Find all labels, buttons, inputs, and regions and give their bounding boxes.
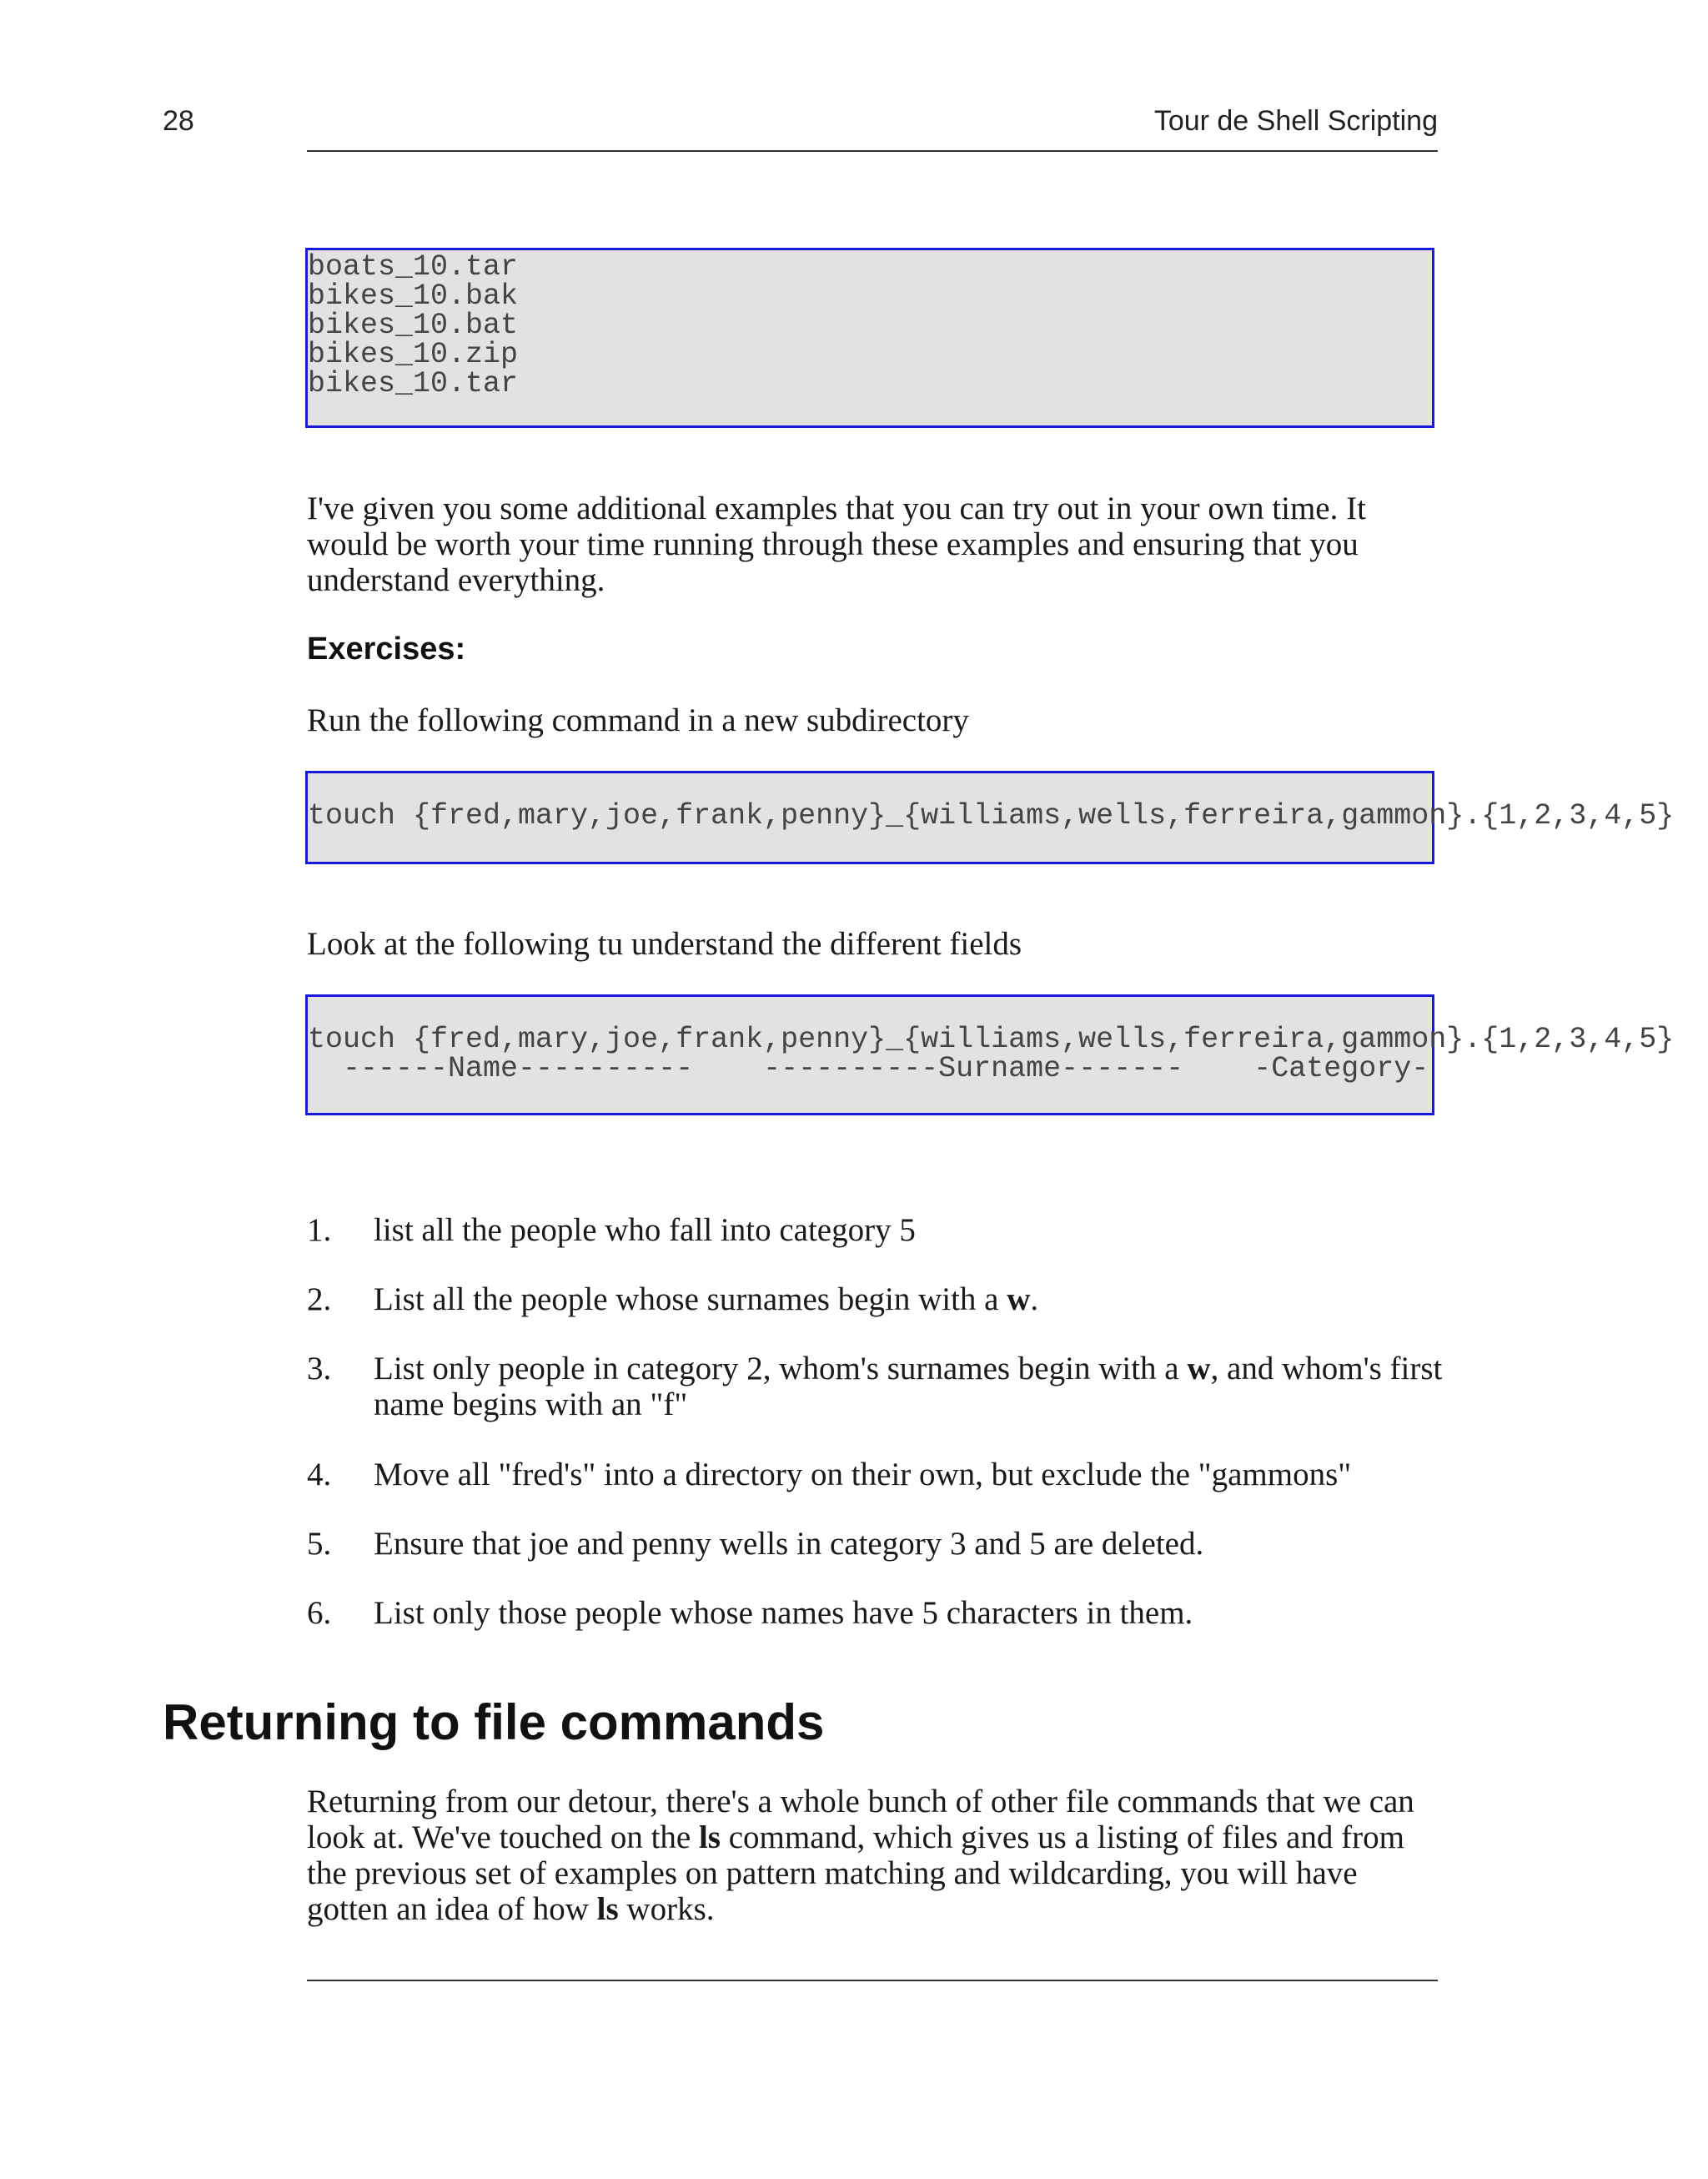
list-number: 6.: [307, 1595, 332, 1631]
bold-text: ls: [698, 1819, 721, 1855]
text-run: List only people in category 2, whom's surnames begin with a: [374, 1351, 1188, 1386]
code-line: ------Name---------- ----------Surname------- -Category-: [308, 1052, 1429, 1085]
code-line: bikes_10.bat: [308, 309, 519, 342]
text-run: .: [1030, 1281, 1039, 1317]
code-block-fields: [305, 994, 1675, 1115]
closing-paragraph: [307, 1784, 1441, 1927]
text-run: List all the people whose surnames begin with a: [374, 1281, 1007, 1317]
code-line: bikes_10.bak: [308, 279, 519, 313]
header-rule: [307, 150, 1438, 152]
list-number: 1.: [307, 1212, 332, 1248]
look-text: Look at the following tu understand the different fields: [307, 926, 1022, 962]
list-number: 2.: [307, 1281, 332, 1317]
list-text: [374, 1281, 1449, 1317]
code-line: bikes_10.tar: [308, 367, 519, 400]
code-line: touch {fred,mary,joe,frank,penny}_{williams,wells,ferreira,gammon}.{1,2,3,4,5}: [308, 799, 1675, 833]
text-run: command, which gives us a listing of files and from the previous set of examples on pattern matching and wildcarding, you will have gotten an idea of how: [307, 1819, 1404, 1927]
text-run: , and whom's first name begins with an "f": [374, 1351, 1443, 1422]
list-text: [374, 1457, 1449, 1492]
text-run: List only those people whose names have 5 characters in them.: [374, 1595, 1193, 1631]
text-run: list all the people who fall into category 5: [374, 1212, 916, 1248]
list-text: [374, 1595, 1449, 1631]
code-line: touch {fred,mary,joe,frank,penny}_{williams,wells,ferreira,gammon}.{1,2,3,4,5}: [308, 1023, 1675, 1056]
footer-rule: [307, 1980, 1438, 1981]
text-run: Returning from our detour, there's a whole bunch of other file commands that we can look at. We've touched on the: [307, 1784, 1414, 1855]
code-line: boats_10.tar: [308, 250, 519, 284]
list-text: [374, 1351, 1449, 1422]
run-command-text: Run the following command in a new subdirectory: [307, 702, 969, 738]
bold-text: w: [1007, 1281, 1031, 1317]
list-number: 5.: [307, 1526, 332, 1562]
list-text: [374, 1212, 1449, 1248]
text-run: Ensure that joe and penny wells in category 3 and 5 are deleted.: [374, 1526, 1204, 1562]
list-number: 4.: [307, 1457, 332, 1492]
code-line: bikes_10.zip: [308, 338, 519, 371]
text-run: works.: [618, 1891, 715, 1927]
text-run: Move all "fred's" into a directory on their own, but exclude the "gammons": [374, 1457, 1352, 1492]
code-block-touch-command: [305, 771, 1675, 864]
bold-text: ls: [596, 1891, 619, 1927]
list-number: 3.: [307, 1351, 332, 1386]
section-heading: Returning to file commands: [163, 1694, 825, 1750]
bold-text: w: [1187, 1351, 1211, 1386]
page-number: 28: [163, 105, 194, 137]
code-block-file-list: [305, 248, 1434, 428]
running-title: Tour de Shell Scripting: [1153, 105, 1438, 137]
list-text: [374, 1526, 1449, 1562]
exercises-heading: Exercises:: [307, 632, 466, 667]
intro-paragraph: I've given you some additional examples that you can try out in your own time. It would be worth your time running through these examples and ensuring that you understand everything.: [307, 491, 1366, 598]
